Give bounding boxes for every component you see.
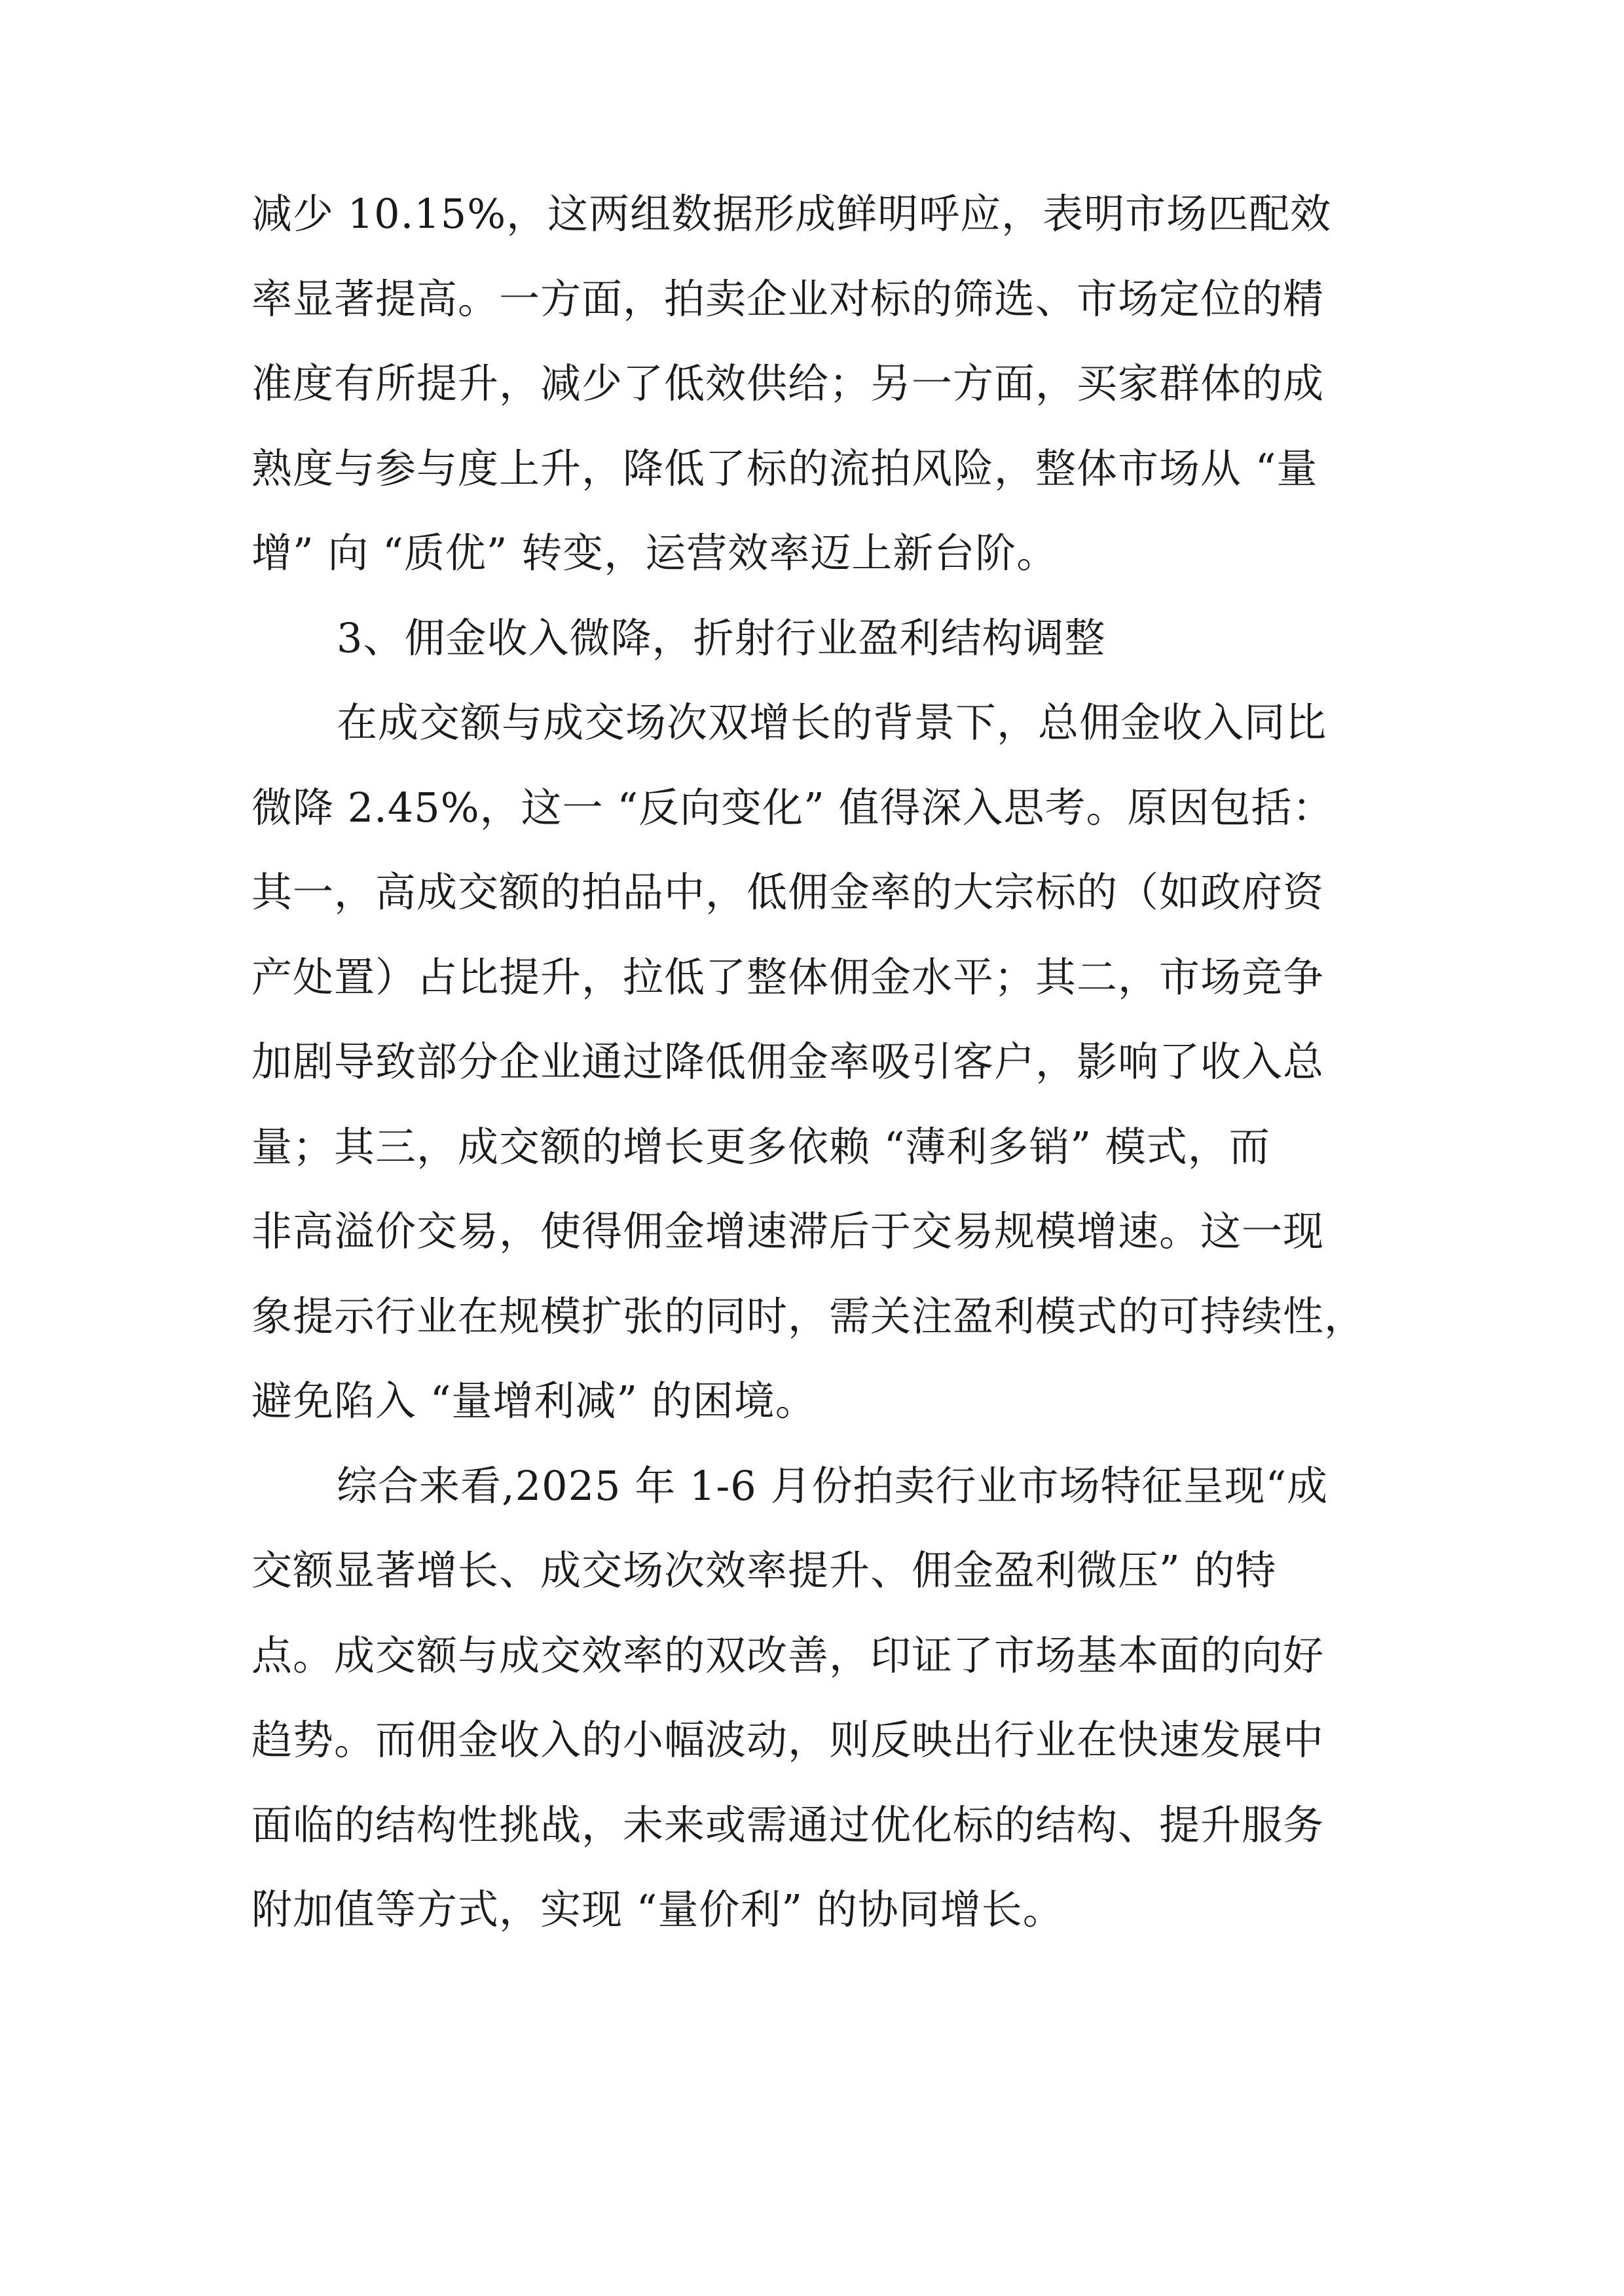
text-line: 增” 向 “质优” 转变，运营效率迈上新台阶。	[251, 529, 1058, 577]
text-line: 在成交额与成交场次双增长的背景下，总佣金收入同比	[337, 699, 1327, 746]
text-line: 减少 10.15%，这两组数据形成鲜明呼应，表明市场匹配效	[251, 190, 1332, 238]
text-line: 附加值等方式，实现 “量价利” 的协同增长。	[251, 1886, 1064, 1933]
text-line: 产处置）占比提升，拉低了整体佣金水平；其二，市场竞争	[251, 953, 1325, 1001]
section-heading: 3、佣金收入微降，折射行业盈利结构调整	[337, 613, 1106, 662]
text-line: 熟度与参与度上升，降低了标的流拍风险，整体市场从 “量	[251, 444, 1318, 492]
text-line: 趋势。而佣金收入的小幅波动，则反映出行业在快速发展中	[251, 1716, 1325, 1764]
text-line: 面临的结构性挑战，未来或需通过优化标的结构、提升服务	[251, 1800, 1325, 1849]
text-line: 准度有所提升，减少了低效供给；另一方面，买家群体的成	[251, 359, 1325, 407]
text-line: 交额显著增长、成交场次效率提升、佣金盈利微压” 的特	[251, 1546, 1277, 1594]
text-line: 综合来看,2025 年 1-6 月份拍卖行业市场特征呈现“成	[337, 1461, 1329, 1510]
body-text	[251, 172, 1404, 1952]
text-line: 避免陷入 “量增利减” 的困境。	[251, 1377, 817, 1425]
text-line: 量；其三，成交额的增长更多依赖 “薄利多销” 模式，而	[251, 1122, 1270, 1171]
text-line: 微降 2.45%，这一 “反向变化” 值得深入思考。原因包括：	[251, 783, 1334, 831]
text-line: 加剧导致部分企业通过降低佣金率吸引客户，影响了收入总	[251, 1038, 1325, 1085]
text-line: 点。成交额与成交效率的双改善，印证了市场基本面的向好	[251, 1631, 1325, 1679]
text-line: 象提示行业在规模扩张的同时，需关注盈利模式的可持续性，	[251, 1292, 1366, 1340]
text-line: 率显著提高。一方面，拍卖企业对标的筛选、市场定位的精	[251, 274, 1325, 323]
text-line: 其一，高成交额的拍品中，低佣金率的大宗标的（如政府资	[251, 868, 1325, 916]
text-line: 非高溢价交易，使得佣金增速滞后于交易规模增速。这一现	[251, 1207, 1325, 1255]
